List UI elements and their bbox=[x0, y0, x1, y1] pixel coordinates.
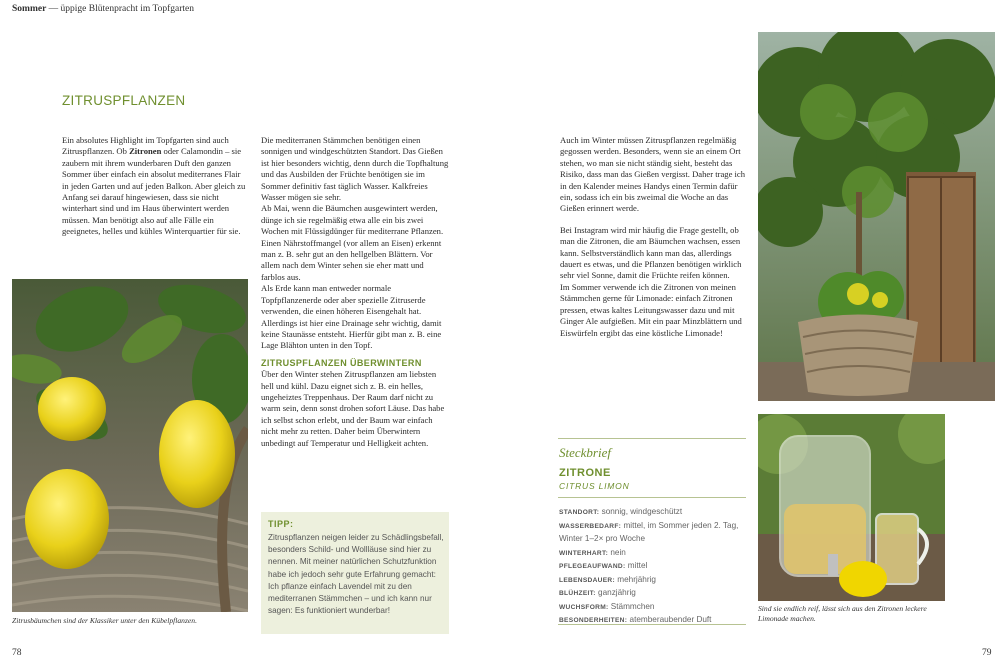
profile-label: Steckbrief bbox=[559, 445, 611, 460]
profile-row: PFLEGEAUFWAND: mittel bbox=[559, 561, 648, 570]
profile-row: Winter 1–2× pro Woche bbox=[559, 534, 646, 543]
profile-row: LEBENSDAUER: mehrjährig bbox=[559, 574, 656, 584]
running-head-topic: üppige Blütenpracht im Topfgarten bbox=[60, 4, 194, 14]
paragraph: Ab Mai, wenn die Bäumchen ausgewintert werden, dünge ich sie regelmäßig etwa alle ein bis zwei Wochen mit Flüssigdünger für mediterrane Pflanzen. Einen Nährstoffmangel (vor allem an Eisen) erkennt man z. B. sehr gut an den hellgelben Blättern. Vor allem nach dem Winter sehen sie eher matt und farblos aus. bbox=[261, 203, 444, 282]
profile-rule-mid bbox=[558, 497, 746, 498]
profile-latin-name: CITRUS LIMON bbox=[559, 481, 630, 491]
page-number-left: 78 bbox=[12, 648, 22, 658]
paragraph: Als Erde kann man entweder normale Topfpflanzenerde oder aber spezielle Zitruserde verwenden, die einen höheren Eisengehalt hat. Allerdings ist hier eine Drainage sehr wichtig, damit keine Staunässe entsteht. Hierfür gibt man z. B. eine Lage Blähton unten in den Topf. bbox=[261, 283, 442, 351]
lemon-tree-photo bbox=[12, 279, 248, 612]
photo-caption-right: Sind sie endlich reif, lässt sich aus den Zitronen leckere Limonade machen. bbox=[758, 604, 927, 623]
paragraph: Im Sommer verwende ich die Zitronen von meinen Stämmchen gerne für Limonade: einfach Zitronen pressen, etwas kaltes Leitungswasser dazu und mit Ginger Ale aufgießen. Mit ein paar Minzblättern und Eiswürfeln ergibt das eine köstliche Limonade! bbox=[560, 281, 742, 338]
text-column-3 bbox=[560, 135, 746, 339]
section-subheading: ZITRUSPFLANZEN ÜBERWINTERN bbox=[261, 357, 422, 368]
profile-row: BLÜHZEIT: ganzjährig bbox=[559, 588, 636, 597]
page-number-right: 79 bbox=[982, 648, 992, 658]
tip-title: TIPP: bbox=[268, 519, 294, 529]
running-head-section: Sommer bbox=[12, 4, 47, 14]
profile-rows bbox=[559, 506, 747, 628]
profile-rule-bottom bbox=[558, 624, 746, 625]
running-head bbox=[12, 4, 194, 14]
lemonade-photo bbox=[758, 414, 945, 601]
photo-caption-left: Zitrusbäumchen sind der Klassiker unter den Kübelpflanzen. bbox=[12, 616, 197, 625]
potted-lemon-tree-photo bbox=[758, 32, 995, 401]
profile-row: WASSERBEDARF: mittel, im Sommer jeden 2. Tag, bbox=[559, 520, 739, 530]
paragraph: Ein absolutes Highlight im Topfgarten sind auch Zitruspflanzen. Ob Zitronen oder Calamondin – sie zaubern mit ihrem wunderbaren Duft den ganzen Sommer über einfach ein absolut mediterranes Flair in jeden Garten und auf jeden Balkon. Aber gleich zu Anfang sei darauf hingewiesen, dass sie nicht winterhart sind und im Haus überwintert werden müssen. Man benötigt also auf alle Fälle ein geeignetes, helles und kühles Winterquartier für sie. bbox=[62, 135, 246, 237]
paragraph: Auch im Winter müssen Zitruspflanzen regelmäßig gegossen werden. Besonders, wenn sie an einem Ort stehen, wo man sie nicht ständig sieht, besteht das Risiko, dass man das Gießen vergisst. Daher trage ich in den Kalender meines Handys einen Termin dafür ein, sodass ich ein bis zweimal die Woche an das Gießen erinnert werde. bbox=[560, 135, 746, 214]
paragraph: Die mediterranen Stämmchen benötigen einen sonnigen und windgeschützten Standort. Das Gießen ist hier besonders wichtig, denn durch die Topfhaltung und das Ausbilden der Früchte benötigen sie im Sommer definitiv fast täglich Wasser. Kalkfreies Wasser mögen sie sehr. bbox=[261, 135, 449, 203]
page-title: ZITRUSPFLANZEN bbox=[62, 93, 186, 108]
profile-row: WUCHSFORM: Stämmchen bbox=[559, 601, 655, 611]
profile-rule-top bbox=[558, 438, 746, 439]
text-column-1 bbox=[62, 135, 248, 238]
paragraph: Über den Winter stehen Zitruspflanzen am liebsten hell und kühl. Dazu eignet sich z. B. ein helles, ungeheiztes Treppenhaus. Der Raum darf nicht zu warm sein, denn sonst drohen sofort Läuse. Das habe ich selbst schon erlebt, und der Baum war einfach nicht mehr zu retten. Daher beim Überwintern unbedingt auf Temperatur und Helligkeit achten. bbox=[261, 369, 445, 448]
paragraph: Bei Instagram wird mir häufig die Frage gestellt, ob man die Zitronen, die am Bäumchen wachsen, essen kann. Selbstverständlich kann man das, allerdings dauert es etwas, und die Pflanzen benötigen wirklich sehr viel Sonne, damit die Früchte reifen können. bbox=[560, 224, 742, 281]
profile-row: WINTERHART: nein bbox=[559, 547, 626, 557]
profile-row: BESONDERHEITEN: atemberaubender Duft bbox=[559, 615, 712, 624]
tip-text: Zitruspflanzen neigen leider zu Schädlingsbefall, besonders Schild- und Wollläuse sind hier zu nennen. Mit meiner natürlichen Schutzfunktion habe ich jedoch sehr gute Erfahrung gemacht: Ich pflanze einfach Lavendel mit zu den mediterranen Stämmchen – und ich kann nur sagen: Es funktioniert wunderbar! bbox=[268, 533, 444, 616]
tip-box bbox=[261, 512, 449, 634]
profile-row: STANDORT: sonnig, windgeschützt bbox=[559, 507, 683, 516]
running-head-separator: — bbox=[48, 4, 59, 14]
profile-name: ZITRONE bbox=[559, 467, 611, 479]
text-column-2 bbox=[261, 135, 449, 449]
bold-term: Zitronen bbox=[129, 146, 162, 157]
